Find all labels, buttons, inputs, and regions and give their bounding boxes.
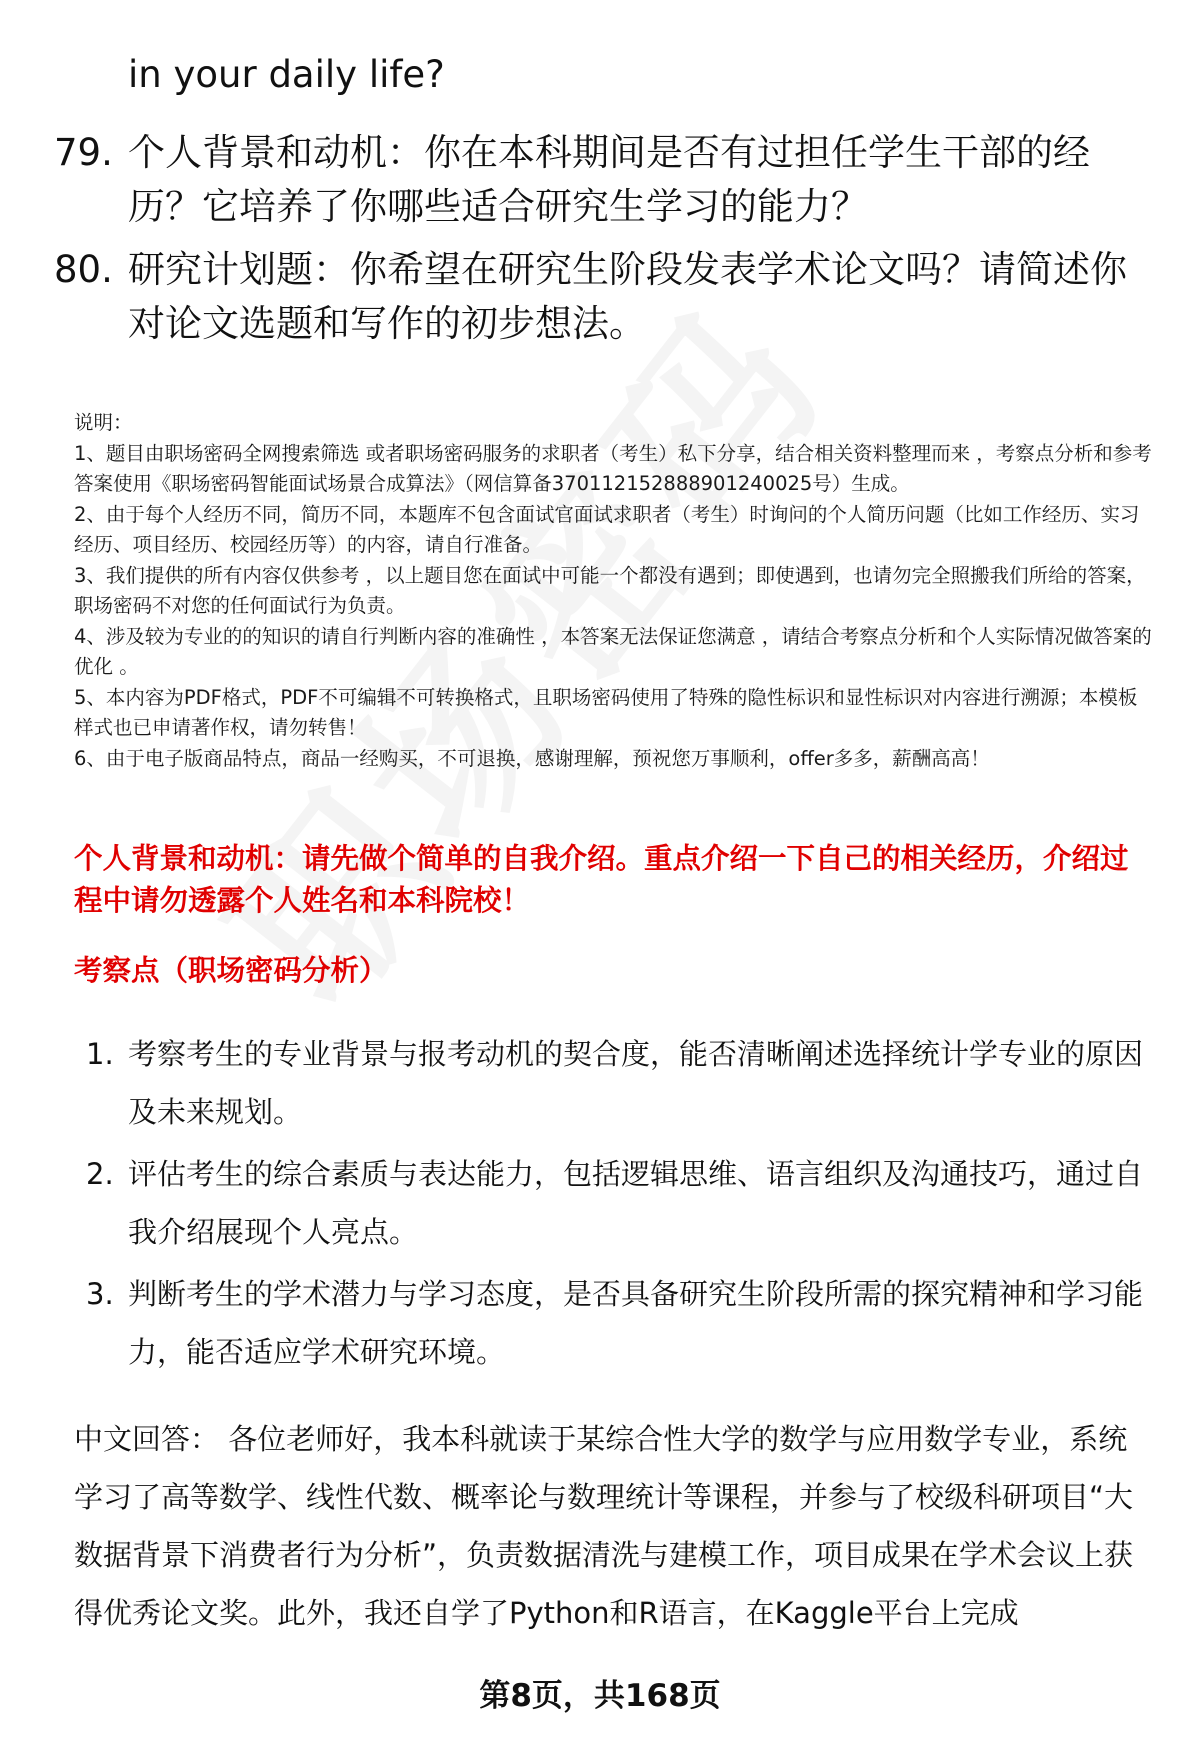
question-continuation-text: in your daily life? <box>128 53 445 96</box>
note-item: 6、由于电子版商品特点，商品一经购买，不可退换，感谢理解，预祝您万事顺利，offer多多，薪酬高高！ <box>74 746 990 770</box>
page-number-footer: 第8页，共168页 <box>479 1678 721 1714</box>
note-item: 5、本内容为PDF格式，PDF不可编辑不可转换格式，且职场密码使用了特殊的隐性标识和显性标识对内容进行溯源；本模板样式也已申请著作权，请勿转售！ <box>74 685 1138 739</box>
question-number: 80. <box>54 248 113 291</box>
question-number: 79. <box>54 131 113 174</box>
point-number: 3. <box>86 1277 114 1311</box>
question-text: 个人背景和动机：你在本科期间是否有过担任学生干部的经历？它培养了你哪些适合研究生学习的能力？ <box>128 131 1090 228</box>
point-number: 2. <box>86 1157 114 1191</box>
analysis-point <box>74 1145 1154 1261</box>
point-number: 1. <box>86 1037 114 1071</box>
analysis-point <box>74 1265 1154 1381</box>
featured-question: 个人背景和动机：请先做个简单的自我介绍。重点介绍一下自己的相关经历，介绍过程中请勿透露个人姓名和本科院校！ <box>74 842 1129 917</box>
note-item: 2、由于每个人经历不同，简历不同，本题库不包含面试官面试求职者（考生）时询问的个人简历问题（比如工作经历、实习经历、项目经历、校园经历等）的内容，请自行准备。 <box>74 502 1140 556</box>
question-text: 研究计划题：你希望在研究生阶段发表学术论文吗？请简述你对论文选题和写作的初步想法。 <box>128 248 1127 345</box>
note-item: 1、题目由职场密码全网搜索筛选 或者职场密码服务的求职者（考生）私下分享，结合相关资料整理而来 ，考察点分析和参考答案使用《职场密码智能面试场景合成算法》（网信算备370112152888901240025号）生成。 <box>74 441 1152 495</box>
note-item: 3、我们提供的所有内容仅供参考 ，以上题目您在面试中可能一个都没有遇到；即使遇到，也请勿完全照搬我们所给的答案，职场密码不对您的任何面试行为负责。 <box>74 563 1146 617</box>
notes-heading: 说明： <box>74 411 133 434</box>
analysis-point <box>74 1025 1154 1141</box>
chinese-answer: 中文回答： 各位老师好，我本科就读于某综合性大学的数学与应用数学专业，系统学习了高等数学、线性代数、概率论与数理统计等课程，并参与了校级科研项目“大数据背景下消费者行为分析”，负责数据清洗与建模工作，项目成果在学术会议上获得优秀论文奖。此外，我还自学了Python和R语言，在Kaggle平台上完成 <box>74 1422 1134 1630</box>
point-text: 判断考生的学术潜力与学习态度，是否具备研究生阶段所需的探究精神和学习能力，能否适应学术研究环境。 <box>128 1277 1144 1369</box>
note-item: 4、涉及较为专业的的知识的请自行判断内容的准确性 ，本答案无法保证您满意 ，请结合考察点分析和个人实际情况做答案的优化 。 <box>74 624 1152 678</box>
analysis-heading: 考察点（职场密码分析） <box>74 954 388 987</box>
analysis-points <box>74 1025 1154 1385</box>
point-text: 评估考生的综合素质与表达能力，包括逻辑思维、语言组织及沟通技巧，通过自我介绍展现个人亮点。 <box>128 1157 1144 1249</box>
disclaimer-notes <box>74 408 1154 774</box>
point-text: 考察考生的专业背景与报考动机的契合度，能否清晰阐述选择统计学专业的原因及未来规划。 <box>128 1037 1144 1129</box>
